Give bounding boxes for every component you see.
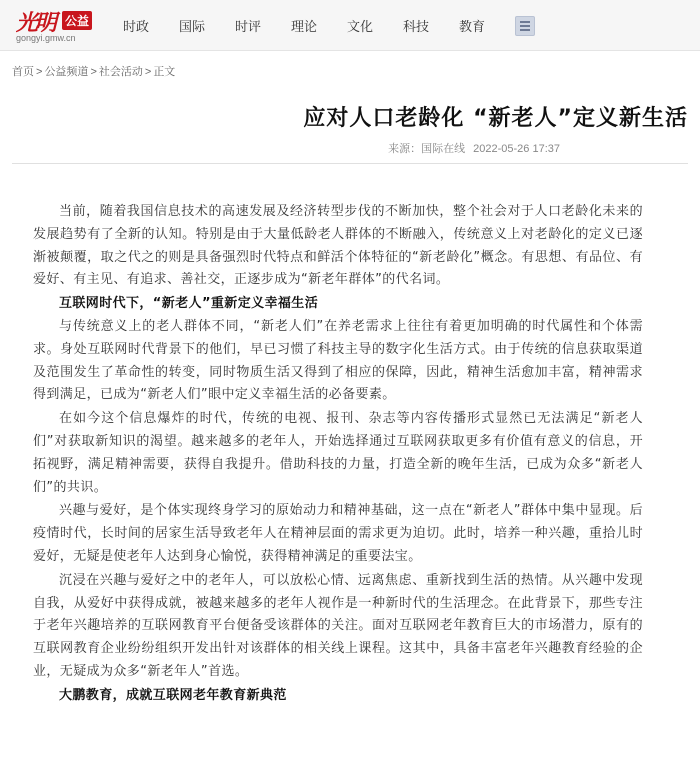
- subheading: 大鹏教育，成就互联网老年教育新典范: [59, 687, 287, 703]
- logo-wordmark: 光明: [16, 10, 55, 36]
- paragraph: 与传统意义上的老人群体不同，“新老人们”在养老需求上往往有着更加明确的时代属性和个体需求。身处互联网时代背景下的他们，早已习惯了科技主导的数字化生活方式。由于传统的信息获取渠道及范围发生了革命性的转变，同时物质生活又得到了相应的保障，因此，精神生活愈加丰富，精神需求得到满足，已成为“新老人们”眼中定义幸福生活的必备要素。: [33, 318, 643, 403]
- nav-item-guoji[interactable]: 国际: [178, 19, 205, 35]
- nav-menu: [108, 0, 500, 50]
- menu-icon[interactable]: [515, 16, 535, 36]
- breadcrumb-current: 正文: [153, 66, 176, 78]
- nav-item-lilun[interactable]: 理论: [290, 19, 317, 35]
- article-date: 2022-05-26 17:37: [473, 143, 560, 155]
- paragraph: 兴趣与爱好，是个体实现终身学习的原始动力和精神基础，这一点在“新老人”群体中集中显现。后疫情时代，长时间的居家生活导致老年人在精神层面的需求更为迫切。此时，培养一种兴趣，重拾儿时爱好，无疑是使老年人达到身心愉悦，获得精神满足的重要法宝。: [33, 503, 643, 564]
- nav-item-shizheng[interactable]: 时政: [122, 19, 149, 35]
- breadcrumb: [12, 63, 175, 79]
- subheading: 互联网时代下，“新老人”重新定义幸福生活: [59, 296, 319, 312]
- logo-badge: 公益: [62, 11, 92, 30]
- top-navigation-bar: [0, 0, 700, 51]
- nav-item-wenhua[interactable]: 文化: [346, 19, 373, 35]
- breadcrumb-gongyi[interactable]: 公益频道: [44, 66, 89, 78]
- breadcrumb-separator: >: [90, 66, 97, 78]
- breadcrumb-social-activity[interactable]: 社会活动: [98, 66, 143, 78]
- title-divider: [12, 163, 688, 164]
- article-body: [33, 201, 643, 708]
- breadcrumb-separator: >: [36, 66, 43, 78]
- nav-item-keji[interactable]: 科技: [402, 19, 429, 35]
- nav-item-shiping[interactable]: 时评: [234, 19, 261, 35]
- article-source: 来源：国际在线: [388, 143, 466, 155]
- paragraph: 沉浸在兴趣与爱好之中的老年人，可以放松心情、远离焦虑、重新找到生活的热情。从兴趣中发现自我，从爱好中获得成就，被越来越多的老年人视作是一种新时代的生活理念。在此背景下，那些专注于老年兴趣培养的互联网教育平台便备受该群体的关注。面对互联网老年教育巨大的市场潜力，原有的互联网教育企业纷纷组织开发出针对该群体的相关线上课程。这其中，具备丰富老年兴趣教育经验的企业，无疑成为众多“新老年人”首选。: [33, 572, 643, 679]
- paragraph: 在如今这个信息爆炸的时代，传统的电视、报刊、杂志等内容传播形式显然已无法满足“新老人们”对获取新知识的渴望。越来越多的老年人，开始选择通过互联网获取更多有价值有意义的信息，开拓视野，满足精神需要，获得自我提升。借助科技的力量，打造全新的晚年生活，已成为众多“新老人们”的共识。: [33, 411, 643, 495]
- breadcrumb-separator: >: [144, 66, 152, 78]
- article-title: 应对人口老龄化 “新老人”定义新生活: [303, 105, 688, 131]
- paragraph: 当前，随着我国信息技术的高速发展及经济转型步伐的不断加快，整个社会对于人口老龄化未来的发展趋势有了全新的认知。特别是由于大量低龄老人群体的不断融入，传统意义上对老龄化的定义已逐渐被颠覆，取之代之的则是具备强烈时代特点和鲜活个体特征的“新老龄化”概念。有思想、有品位、有爱好、有主见、有追求、善社交，正逐步成为“新老年群体”的代名词。: [33, 204, 643, 288]
- nav-item-jiaoyu[interactable]: 教育: [458, 19, 485, 35]
- logo-domain: gongyi.gmw.cn: [16, 33, 76, 43]
- breadcrumb-home[interactable]: 首页: [12, 66, 34, 78]
- article-meta: [388, 140, 560, 156]
- site-logo[interactable]: [14, 6, 94, 46]
